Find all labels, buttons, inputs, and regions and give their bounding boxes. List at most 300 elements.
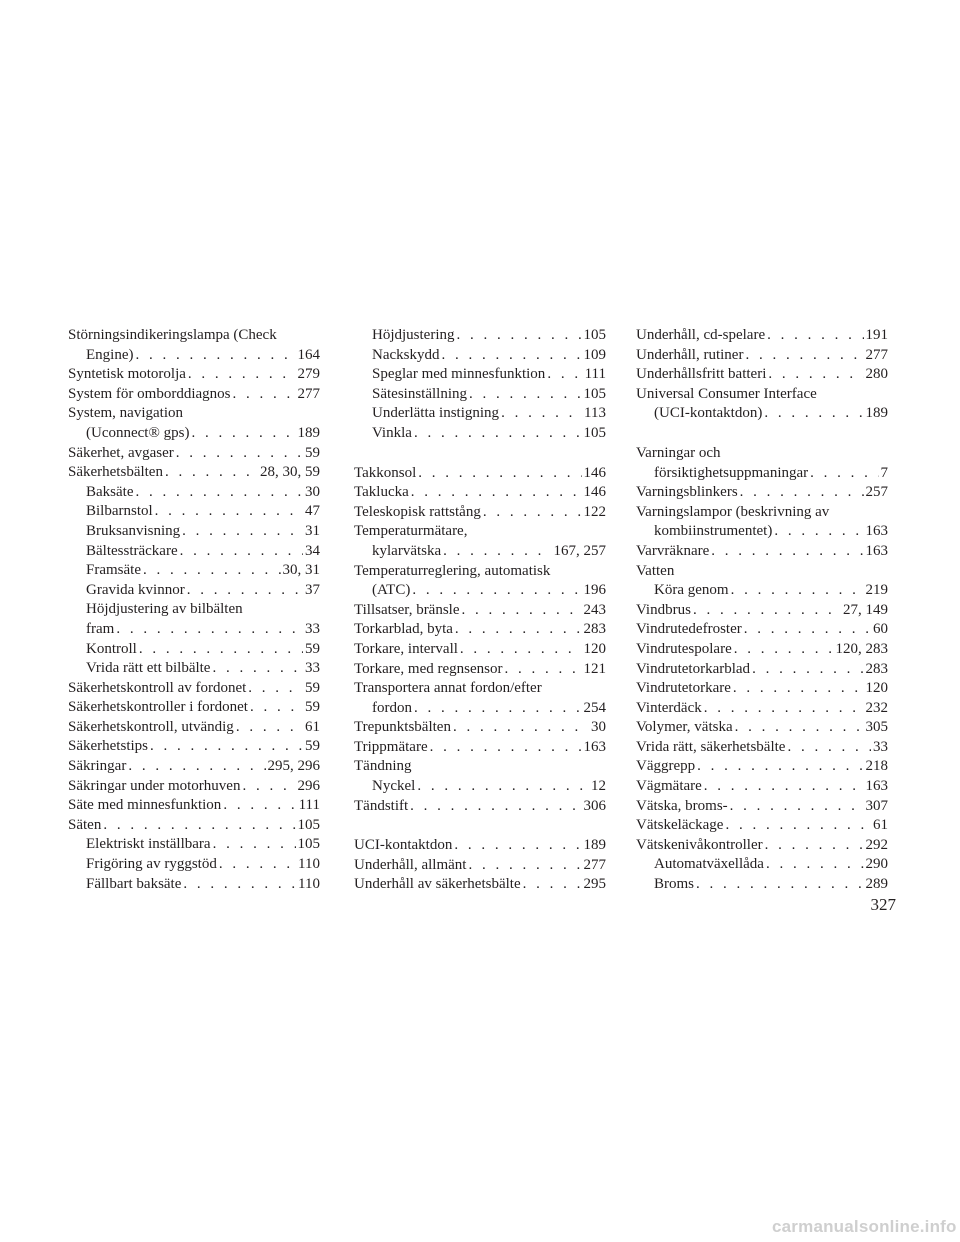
index-entry [636, 679, 888, 699]
dot-leader [242, 777, 295, 797]
entry-term: Frigöring av ryggstöd [86, 856, 217, 873]
entry-term: Säten [68, 816, 102, 833]
entry-term: Taklucka [354, 484, 409, 501]
entry-page-reference: 219 [865, 582, 888, 599]
index-entry [354, 620, 606, 640]
index-entry [354, 757, 606, 777]
entry-page-reference: 28, 30, 59 [260, 464, 320, 481]
dot-leader [766, 855, 864, 875]
entry-page-reference: 121 [583, 660, 606, 677]
index-entry [68, 796, 320, 816]
index-entry [636, 640, 888, 660]
entry-term: Varningsblinkers [636, 484, 738, 501]
entry-page-reference: 283 [583, 621, 606, 638]
entry-term: System, navigation [68, 405, 183, 422]
entry-page-reference: 111 [584, 366, 606, 383]
entry-term: Varvräknare [636, 542, 710, 559]
dot-leader [469, 385, 582, 405]
dot-leader [139, 640, 303, 660]
index-subentry [68, 502, 320, 522]
index-entry [354, 718, 606, 738]
index-entry [636, 816, 888, 836]
index-subentry [68, 542, 320, 562]
index-entry [354, 483, 606, 503]
dot-leader [143, 561, 281, 581]
dot-leader [430, 738, 582, 758]
entry-term: Säkerhetskontroll, utvändig [68, 718, 234, 735]
entry-page-reference: 30 [591, 719, 606, 736]
entry-term: Störningsindikeringslampa (Check [68, 327, 277, 343]
entry-term: Tändning [354, 758, 412, 775]
entry-term: Vindrutedefroster [636, 621, 742, 638]
entry-page-reference: 295, 296 [267, 758, 320, 775]
index-entry [636, 444, 888, 483]
entry-term: Bältessträckare [86, 542, 178, 559]
dot-leader [103, 816, 295, 836]
dot-leader [764, 404, 863, 424]
entry-page-reference: 164 [297, 346, 320, 363]
index-entry [68, 326, 320, 365]
index-column-3 [636, 326, 888, 895]
entry-term: Säkerhetstips [68, 738, 148, 755]
index-entry [68, 404, 320, 443]
entry-term: Elektriskt inställbara [86, 836, 211, 853]
entry-term: Temperaturreglering, automatisk [354, 562, 551, 579]
entry-page-reference: 122 [583, 503, 606, 520]
index-subentry [636, 875, 888, 895]
entry-page-reference: 61 [873, 817, 888, 834]
entry-page-reference: 232 [865, 699, 888, 716]
entry-page-reference: 105 [297, 836, 320, 853]
entry-page-reference: 110 [298, 875, 320, 892]
entry-page-reference: 31 [305, 522, 320, 539]
index-entry [68, 737, 320, 757]
dot-leader [787, 738, 871, 758]
entry-page-reference: 110 [298, 856, 320, 873]
dot-leader [468, 856, 581, 876]
index-entry [68, 365, 320, 385]
entry-page-reference: 189 [865, 405, 888, 422]
index-entry [354, 601, 606, 621]
entry-term: Vinterdäck [636, 699, 702, 716]
entry-page-reference: 191 [865, 327, 888, 343]
entry-page-reference: 113 [584, 405, 606, 422]
entry-page-reference: 111 [298, 797, 320, 814]
entry-page-reference: 292 [865, 836, 888, 853]
entry-page-reference: 277 [583, 856, 606, 873]
entry-term: Engine) [86, 346, 134, 363]
dot-leader [180, 542, 303, 562]
dot-leader [767, 326, 863, 346]
entry-page-reference: 257 [865, 484, 888, 501]
entry-page-reference: 277 [865, 346, 888, 363]
dot-leader [704, 699, 864, 719]
index-entry [68, 757, 320, 777]
dot-leader [187, 581, 303, 601]
dot-leader [183, 875, 296, 895]
index-subentry [354, 404, 606, 424]
index-subentry [354, 346, 606, 366]
dot-leader [219, 855, 296, 875]
entry-term: Säkerhetskontroll av fordonet [68, 679, 247, 696]
dot-leader [116, 620, 303, 640]
index-entry [354, 640, 606, 660]
dot-leader [501, 404, 582, 424]
entry-page-reference: 59 [305, 699, 320, 716]
dot-leader [417, 777, 589, 797]
entry-term: (ATC) [372, 582, 411, 599]
entry-page-reference: 33 [305, 620, 320, 637]
entry-term: System för omborddiagnos [68, 385, 231, 402]
index-entry [354, 464, 606, 484]
entry-term: Tändstift [354, 797, 409, 814]
page-number: 327 [870, 895, 896, 914]
entry-term: Tillsatser, bränsle [354, 601, 460, 618]
entry-term: Syntetisk motorolja [68, 366, 186, 383]
entry-term: Vinkla [372, 424, 412, 441]
index-entry [354, 856, 606, 876]
entry-page-reference: 105 [583, 424, 606, 441]
dot-leader [223, 796, 296, 816]
index-column-2 [354, 326, 606, 895]
dot-leader [735, 718, 864, 738]
dot-leader [462, 601, 582, 621]
entry-term: försiktighetsuppmaningar [654, 464, 809, 481]
entry-term: kombiinstrumentet) [654, 523, 773, 540]
index-subentry [68, 600, 320, 639]
entry-page-reference: 279 [297, 366, 320, 383]
index-entry [68, 698, 320, 718]
dot-leader [212, 659, 303, 679]
index-entry [354, 797, 606, 817]
dot-leader [457, 326, 582, 346]
dot-leader [454, 836, 581, 856]
index-entry [636, 483, 888, 503]
index-entry [636, 797, 888, 817]
dot-leader [730, 797, 864, 817]
entry-page-reference: 59 [305, 444, 320, 461]
dot-leader [483, 503, 582, 523]
entry-term: Säte med minnesfunktion [68, 797, 222, 814]
dot-leader [744, 620, 871, 640]
entry-page-reference: 59 [305, 640, 320, 657]
dot-leader [455, 620, 582, 640]
entry-term: Säkringar [68, 758, 127, 775]
entry-page-reference: 60 [873, 621, 888, 638]
entry-page-reference: 289 [865, 876, 888, 893]
index-subentry [68, 522, 320, 542]
index-entry [354, 836, 606, 856]
entry-page-reference: 306 [583, 797, 606, 814]
entry-term: Bilbarnstol [86, 503, 153, 520]
entry-page-reference: 290 [865, 856, 888, 873]
entry-term: UCI-kontaktdon [354, 837, 453, 854]
index-entry [636, 601, 888, 621]
index-entry [68, 777, 320, 797]
entry-page-reference: 280 [865, 366, 888, 383]
entry-term: Kontroll [86, 640, 137, 657]
index-entry [636, 562, 888, 582]
index-subentry [354, 365, 606, 385]
entry-term: Underhåll, rutiner [636, 346, 744, 363]
entry-term: fordon [372, 699, 412, 716]
dot-leader [765, 836, 864, 856]
entry-page-reference: 105 [583, 327, 606, 343]
entry-term: Torkare, med regnsensor [354, 660, 503, 677]
dot-leader [704, 777, 864, 797]
dot-leader [135, 483, 303, 503]
index-entry [636, 699, 888, 719]
entry-term: Vindbrus [636, 601, 691, 618]
entry-page-reference: 105 [297, 816, 320, 833]
entry-page-reference: 59 [305, 738, 320, 755]
index-entry [354, 562, 606, 601]
index-subentry [68, 561, 320, 581]
index-entry [354, 522, 606, 561]
dot-leader [418, 464, 581, 484]
index-subentry [354, 424, 606, 444]
dot-leader [213, 835, 296, 855]
entry-page-reference: 189 [583, 837, 606, 854]
index-subentry [636, 581, 888, 601]
dot-leader [725, 816, 871, 836]
dot-leader [504, 660, 581, 680]
entry-term: Vindrutetorkare [636, 680, 731, 697]
index-entry [68, 816, 320, 836]
entry-term: Vägmätare [636, 778, 702, 795]
entry-term: Underhåll av säkerhetsbälte [354, 876, 521, 893]
entry-page-reference: 163 [865, 523, 888, 540]
entry-term: (Uconnect® gps) [86, 424, 190, 441]
entry-term: Varningslampor (beskrivning av [636, 503, 830, 520]
entry-term: Vätskeläckage [636, 817, 724, 834]
entry-page-reference: 30, 31 [282, 562, 320, 579]
dot-leader [414, 424, 582, 444]
dot-leader [460, 640, 582, 660]
dot-leader [248, 679, 303, 699]
entry-term: Underhåll, cd-spelare [636, 327, 766, 343]
entry-page-reference: 33 [873, 738, 888, 755]
index-entry [354, 875, 606, 895]
entry-page-reference: 163 [583, 738, 606, 755]
index-entry [636, 385, 888, 424]
entry-page-reference: 305 [865, 719, 888, 736]
dot-leader [711, 542, 863, 562]
entry-page-reference: 7 [880, 464, 888, 481]
entry-page-reference: 163 [865, 542, 888, 559]
index-subentry [68, 855, 320, 875]
index-subentry [68, 659, 320, 679]
entry-page-reference: 163 [865, 778, 888, 795]
entry-page-reference: 277 [297, 385, 320, 402]
dot-leader [410, 797, 581, 817]
entry-term: kylarvätska [372, 542, 442, 559]
index-subentry [68, 581, 320, 601]
entry-page-reference: 33 [305, 660, 320, 677]
dot-leader [523, 875, 582, 895]
dot-leader [745, 346, 863, 366]
entry-page-reference: 167, 257 [553, 542, 606, 559]
entry-page-reference: 254 [583, 699, 606, 716]
entry-term: Fällbart baksäte [86, 875, 182, 892]
entry-term: Baksäte [86, 483, 134, 500]
index-entry [636, 777, 888, 797]
entry-term: Universal Consumer Interface [636, 385, 817, 402]
entry-page-reference: 120 [865, 680, 888, 697]
index-entry [354, 738, 606, 758]
entry-page-reference: 59 [305, 679, 320, 696]
index-entry [636, 660, 888, 680]
entry-page-reference: 27, 149 [843, 601, 888, 618]
entry-term: Höjdjustering [372, 327, 455, 343]
entry-term: Säkerhetskontroller i fordonet [68, 699, 248, 716]
index-subentry [354, 385, 606, 405]
entry-term: Bruksanvisning [86, 522, 181, 539]
entry-page-reference: 307 [865, 797, 888, 814]
entry-term: Vrida rätt, säkerhetsbälte [636, 738, 786, 755]
entry-term: Trepunktsbälten [354, 719, 451, 736]
dot-leader [752, 660, 863, 680]
dot-leader [150, 737, 303, 757]
index-entry [68, 444, 320, 464]
entry-term: Torkare, intervall [354, 640, 458, 657]
entry-term: Vätska, broms- [636, 797, 728, 814]
entry-term: Säkerhetsbälten [68, 464, 163, 481]
entry-term: Vindrutespolare [636, 640, 732, 657]
dot-leader [414, 699, 582, 719]
entry-term: Volymer, vätska [636, 719, 733, 736]
entry-term: Temperaturmätare, [354, 523, 468, 540]
dot-leader [696, 875, 863, 895]
entry-page-reference: 296 [297, 777, 320, 794]
entry-page-reference: 109 [583, 346, 606, 363]
dot-leader [810, 464, 878, 484]
entry-term: Vatten [636, 562, 675, 579]
index-column-1 [68, 326, 320, 894]
dot-leader [188, 365, 296, 385]
entry-term: Framsäte [86, 562, 141, 579]
index-entry [68, 385, 320, 405]
entry-term: Takkonsol [354, 464, 417, 481]
index-subentry [354, 777, 606, 797]
index-group-gap [636, 424, 888, 444]
entry-term: Torkarblad, byta [354, 621, 453, 638]
entry-page-reference: 146 [583, 464, 606, 481]
dot-leader [176, 444, 303, 464]
entry-term: Säkringar under motorhuven [68, 777, 241, 794]
entry-page-reference: 105 [583, 385, 606, 402]
entry-term: Vätskenivåkontroller [636, 836, 763, 853]
index-entry [636, 365, 888, 385]
entry-term: Underhåll, allmänt [354, 856, 467, 873]
entry-term: Höjdjustering av bilbälten [86, 601, 243, 618]
index-entry [68, 679, 320, 699]
dot-leader [135, 346, 295, 366]
index-entry [636, 718, 888, 738]
index-entry [636, 620, 888, 640]
dot-leader [236, 718, 303, 738]
dot-leader [453, 718, 589, 738]
entry-term: (UCI-kontaktdon) [654, 405, 763, 422]
index-entry [354, 679, 606, 718]
dot-leader [740, 483, 864, 503]
index-entry [636, 757, 888, 777]
dot-leader [697, 757, 863, 777]
index-entry [636, 738, 888, 758]
dot-leader [412, 581, 581, 601]
entry-term: Broms [654, 876, 695, 893]
index-group-gap [354, 816, 606, 836]
index-entry [636, 836, 888, 856]
entry-page-reference: 37 [305, 581, 320, 598]
index-entry [68, 718, 320, 738]
index-entry [636, 503, 888, 542]
entry-page-reference: 34 [305, 542, 320, 559]
watermark-logo: carmanualsonline.info [772, 1217, 957, 1236]
index-group-gap [354, 444, 606, 464]
index-subentry [68, 875, 320, 895]
dot-leader [734, 640, 834, 660]
dot-leader [250, 698, 303, 718]
entry-page-reference: 61 [305, 718, 320, 735]
dot-leader [182, 522, 303, 542]
index-entry [354, 503, 606, 523]
entry-term: Speglar med minnesfunktion [372, 366, 546, 383]
dot-leader [443, 542, 551, 562]
entry-page-reference: 120 [583, 640, 606, 657]
entry-page-reference: 120, 283 [835, 640, 888, 657]
entry-page-reference: 243 [583, 601, 606, 618]
dot-leader [165, 463, 258, 483]
entry-term: Vrida rätt ett bilbälte [86, 660, 211, 677]
entry-term: Underhållsfritt batteri [636, 366, 767, 383]
dot-leader [191, 424, 295, 444]
index-subentry [68, 835, 320, 855]
entry-term: Automatväxellåda [654, 856, 764, 873]
dot-leader [233, 385, 296, 405]
entry-term: Underlätta instigning [372, 405, 500, 422]
index-entry [354, 660, 606, 680]
entry-page-reference: 283 [865, 660, 888, 677]
entry-page-reference: 12 [591, 778, 606, 795]
entry-term: Trippmätare [354, 738, 428, 755]
entry-page-reference: 196 [583, 582, 606, 599]
entry-page-reference: 189 [297, 424, 320, 441]
entry-page-reference: 218 [865, 758, 888, 775]
dot-leader [768, 365, 863, 385]
dot-leader [733, 679, 864, 699]
dot-leader [693, 601, 841, 621]
dot-leader [128, 757, 265, 777]
dot-leader [442, 346, 582, 366]
dot-leader [411, 483, 582, 503]
entry-term: Väggrepp [636, 758, 696, 775]
entry-term: Nyckel [372, 778, 416, 795]
index-subentry [636, 855, 888, 875]
entry-term: Nackskydd [372, 346, 440, 363]
index-subentry [354, 326, 606, 346]
entry-page-reference: 146 [583, 484, 606, 501]
index-entry [636, 326, 888, 346]
entry-page-reference: 30 [305, 483, 320, 500]
index-subentry [68, 640, 320, 660]
entry-term: Gravida kvinnor [86, 581, 185, 598]
entry-page-reference: 47 [305, 503, 320, 520]
index-entry [636, 346, 888, 366]
index-subentry [68, 483, 320, 503]
entry-term: Vindrutetorkarblad [636, 660, 751, 677]
dot-leader [774, 522, 863, 542]
